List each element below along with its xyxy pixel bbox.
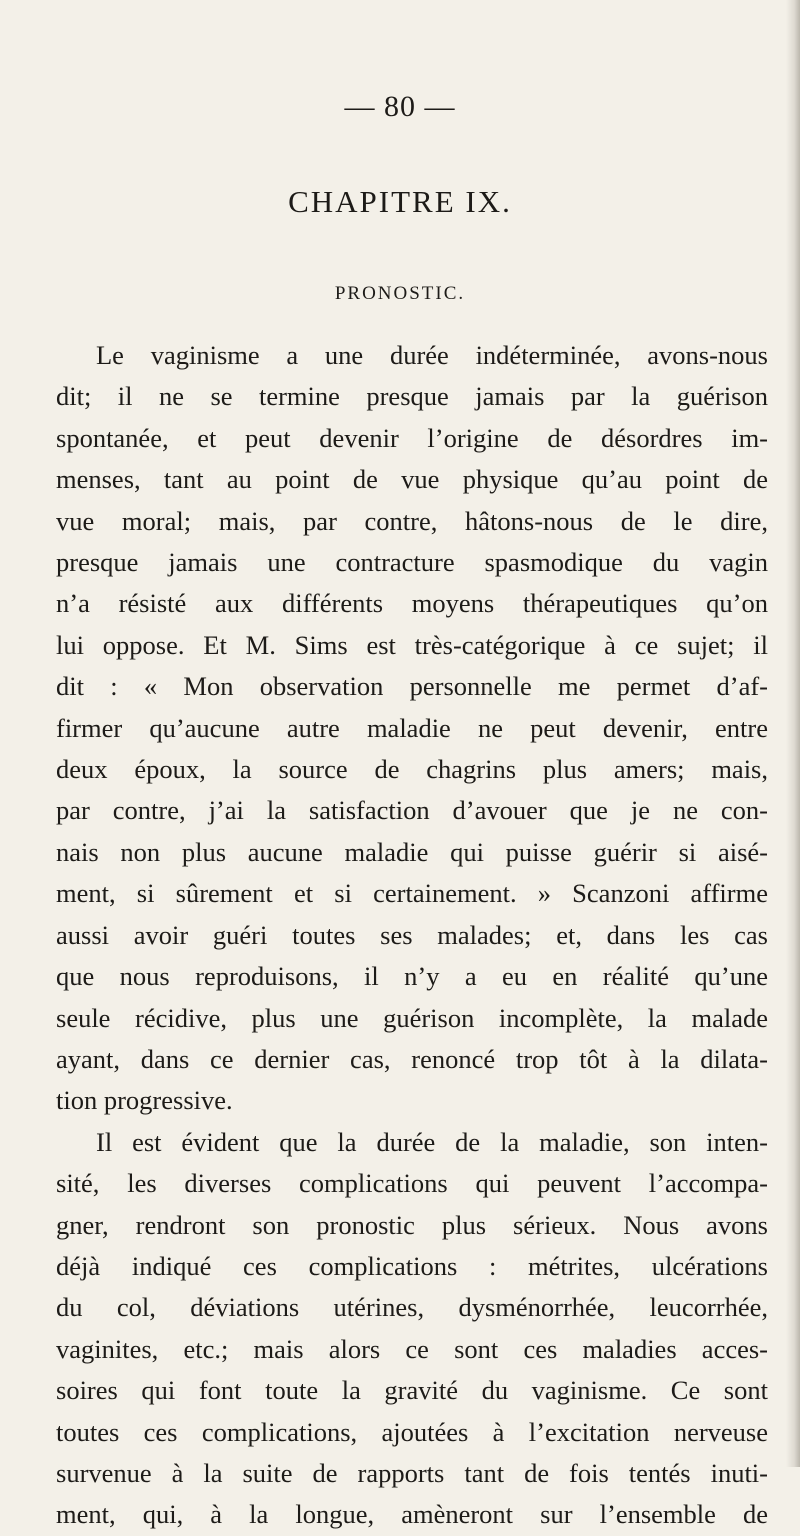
text-line: seule récidive, plus une guérison incomplète, la malade (56, 1002, 768, 1033)
text-line: Le vaginisme a une durée indéterminée, avons-nous (96, 340, 768, 370)
text-line: aussi avoir guéri toutes ses malades; et, dans les cas (56, 919, 768, 950)
text-line: ment, si sûrement et si certainement. » Scanzoni affirme (56, 878, 768, 909)
text-line: toutes ces complications, ajoutées à l’excitation nerveuse (56, 1416, 768, 1447)
text-line: n’a résisté aux différents moyens thérapeutiques qu’on (56, 588, 768, 619)
text-line: dit : « Mon observation personnelle me permet d’af- (56, 671, 768, 702)
body-text (56, 335, 768, 1536)
chapter-title: CHAPITRE IX. (288, 184, 512, 219)
text-line: par contre, j’ai la satisfaction d’avouer que je ne con- (56, 795, 768, 826)
section-title: PRONOSTIC. (334, 283, 466, 304)
text-line: gner, rendront son pronostic plus sérieux. Nous avons (56, 1209, 768, 1240)
paragraph-1 (56, 335, 768, 1122)
text-line: que nous reproduisons, il n’y a eu en réalité qu’une (56, 961, 768, 992)
text-line: vue moral; mais, par contre, hâtons-nous de le dire, (56, 505, 768, 536)
text-line: survenue à la suite de rapports tant de fois tentés inuti- (56, 1457, 768, 1488)
text-line: spontanée, et peut devenir l’origine de désordres im- (56, 422, 768, 453)
text-line: menses, tant au point de vue physique qu’au point de (56, 464, 768, 495)
text-line: deux époux, la source de chagrins plus amers; mais, (56, 754, 768, 785)
text-line: du col, déviations utérines, dysménorrhée, leucorrhée, (56, 1292, 768, 1323)
text-line: soires qui font toute la gravité du vaginisme. Ce sont (56, 1375, 768, 1406)
text-line: sité, les diverses complications qui peuvent l’accompa- (56, 1168, 768, 1199)
page-number: — 80 — (344, 90, 456, 123)
text-line: dit; il ne se termine presque jamais par la guérison (56, 381, 768, 412)
text-line: déjà indiqué ces complications : métrites, ulcérations (56, 1250, 768, 1281)
text-line: ayant, dans ce dernier cas, renoncé trop tôt à la dilata- (56, 1043, 768, 1074)
text-line: Il est évident que la durée de la maladie, son inten- (96, 1126, 768, 1157)
text-line: nais non plus aucune maladie qui puisse guérir si aisé- (56, 836, 768, 867)
text-line: firmer qu’aucune autre maladie ne peut devenir, entre (56, 712, 768, 743)
text-line: vaginites, etc.; mais alors ce sont ces maladies acces- (56, 1333, 768, 1364)
paragraph-2 (56, 1122, 768, 1536)
text-line: ment, qui, à la longue, amèneront sur l’ensemble de (56, 1499, 768, 1530)
text-line: presque jamais une contracture spasmodique du vagin (56, 547, 768, 578)
text-line: tion progressive. (56, 1085, 233, 1116)
page-edge-shadow (786, 0, 800, 1467)
text-line: lui oppose. Et M. Sims est très-catégorique à ce sujet; il (56, 629, 768, 660)
